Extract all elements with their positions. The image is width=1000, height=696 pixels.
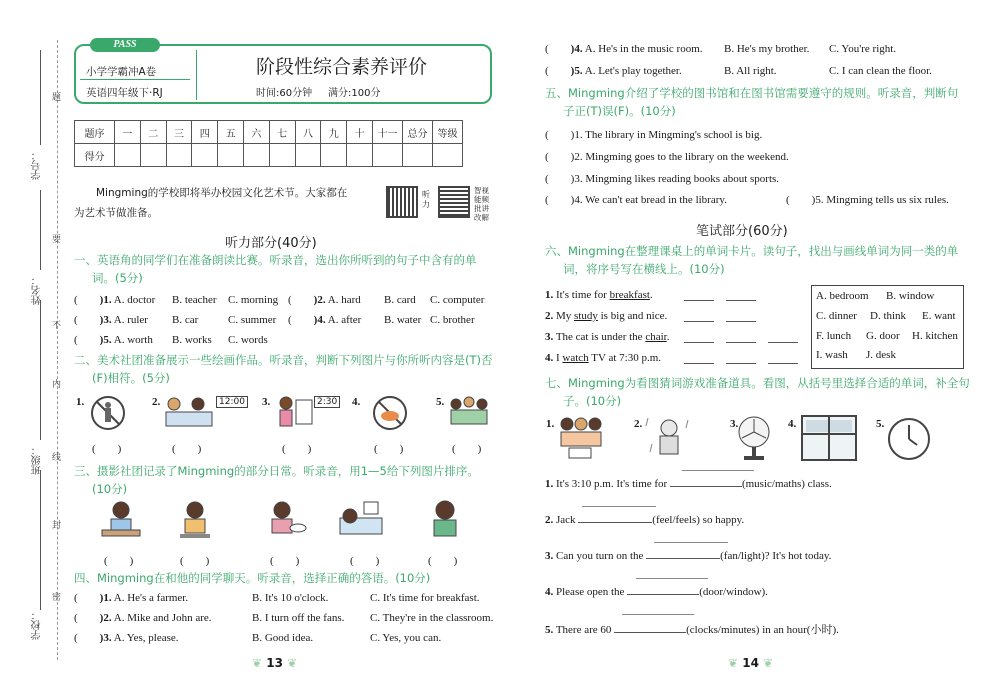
page-number-left: ❦ 13 ❦ — [252, 656, 298, 670]
section2-title: 二、美术社团准备展示一些绘画作品。听录音，判断下列图片与你所听内容是(T)否 — [74, 353, 493, 367]
s5-item: ( )4. We can't eat bread in the library. — [545, 194, 727, 206]
girl-painting-icon — [272, 394, 316, 432]
fan-icon — [734, 414, 774, 462]
s4-item: ( )5. A. Let's play together. — [545, 65, 682, 77]
subject-label: 英语四年级下·RJ — [86, 87, 163, 99]
word-options-box: A. bedroom B. window C. dinner D. think E. want F. lunch G. door H. kitchen I. wash J. desk — [811, 285, 964, 369]
id-label: 学号： — [32, 150, 43, 180]
s7-item: 2. Jack (feel/feels) so happy. — [545, 514, 745, 526]
s6-item: 4. I watch TV at 7:30 p.m. — [545, 352, 662, 364]
cut-line — [57, 40, 58, 660]
boy-sleeping-icon — [336, 498, 386, 542]
s4-item: ( )3. A. Yes, please. — [74, 632, 179, 644]
page-number-right: ❦ 14 ❦ — [728, 656, 774, 670]
s1-item: ( )2. A. hard — [288, 294, 361, 306]
answer-blank[interactable] — [726, 363, 756, 364]
writing-heading: 笔试部分(60分) — [696, 224, 788, 239]
s5-item: ( )5. Mingming tells us six rules. — [786, 194, 949, 206]
section3-title: 三、摄影社团记录了Mingming的部分日常。听录音，用1—5给下列图片排序。 — [74, 464, 479, 478]
s6-item: 1. It's time for breakfast. — [545, 289, 653, 301]
intro-text: Mingming的学校即将举办校园文化艺术节。大家都在 — [96, 187, 348, 199]
qr-code-video-icon[interactable] — [438, 186, 470, 218]
answer-blank[interactable] — [726, 342, 756, 343]
s6-item: 2. My study is big and nice. — [545, 310, 668, 322]
time-limit: 时间:60分钟 — [256, 88, 313, 99]
s7-item: 5. There are 60 (clocks/minutes) in an hour(小时). — [545, 624, 839, 636]
answer-blank[interactable] — [684, 300, 714, 301]
boy-at-desk-icon — [98, 498, 144, 542]
page-title: 阶段性综合素养评价 — [256, 56, 428, 78]
s7-item: 3. Can you turn on the (fan/light)? It's hot today. — [545, 550, 832, 562]
answer-blank[interactable] — [726, 321, 756, 322]
clock-icon — [886, 416, 932, 462]
section5-title: 五、Mingming介绍了学校的图书馆和在图书馆需要遵守的规则。听录音，判断句 — [545, 86, 959, 100]
score-table: 题序 一 二 三 四 五 六 七 八 九 十 十一 总分 等级 得分 — [74, 120, 463, 167]
clock-label: 2:30 — [314, 396, 340, 408]
s1-item: ( )5. A. worth — [74, 334, 153, 346]
answer-blank[interactable] — [726, 300, 756, 301]
answer-blank[interactable] — [684, 363, 714, 364]
boy-eating-icon — [262, 498, 308, 542]
brand-logo: PASS — [90, 38, 160, 52]
full-score: 满分:100分 — [328, 88, 381, 99]
boy-brushing-icon — [422, 498, 468, 542]
section4-title: 四、Mingming在和他的同学聊天。听录音，选择正确的答语。(10分) — [74, 571, 431, 585]
answer-blank[interactable] — [684, 321, 714, 322]
exam-header — [74, 39, 492, 104]
s4-item: ( )1. A. He's a farmer. — [74, 592, 189, 604]
s6-item: 3. The cat is under the chair. — [545, 331, 670, 343]
no-eating-icon — [370, 394, 410, 432]
s5-item: ( )1. The library in Mingming's school is big. — [545, 129, 763, 141]
section6-title: 六、Mingming在整理课桌上的单词卡片。读句子，找出与画线单词为同一类的单 — [545, 244, 959, 258]
s1-item: ( )3. A. ruler — [74, 314, 148, 326]
answer-blank[interactable] — [684, 342, 714, 343]
listening-heading: 听力部分(40分) — [225, 236, 317, 251]
s4-item: ( )2. A. Mike and John are. — [74, 612, 212, 624]
school-label: 学校： — [32, 610, 43, 640]
s1-item: ( )4. A. after — [288, 314, 362, 326]
class-label: 班级： — [32, 445, 43, 475]
music-class-icon — [555, 414, 605, 462]
s4-item: ( )4. A. He's in the music room. — [545, 43, 703, 55]
section1-title: 一、英语角的同学们在准备朗读比赛。听录音，选出你所听到的句子中含有的单 — [74, 253, 477, 267]
kids-writing-icon — [162, 394, 216, 432]
answer-blank[interactable] — [768, 342, 798, 343]
name-label: 姓名： — [32, 275, 43, 305]
s7-item: 1. It's 3:10 p.m. It's time for (music/maths) class. — [545, 478, 832, 490]
s5-item: ( )3. Mingming likes reading books about sports. — [545, 173, 780, 185]
window-icon — [800, 414, 858, 462]
no-smoking-icon — [88, 394, 128, 432]
kids-playing-icon — [446, 394, 492, 432]
qr-code-listening-icon[interactable] — [386, 186, 418, 218]
series-name: 小学学霸冲A卷 — [86, 66, 157, 78]
s7-item: 4. Please open the (door/window). — [545, 586, 768, 598]
boy-in-rain-icon — [644, 414, 694, 462]
s1-item: ( )1. A. doctor — [74, 294, 156, 306]
answer-blank[interactable] — [768, 363, 798, 364]
boy-reading-icon — [172, 498, 218, 542]
clock-label: 12:00 — [216, 396, 248, 408]
section7-title: 七、Mingming为看图猜词游戏准备道具。看图，从括号里选择合适的单词，补全句 — [545, 376, 970, 390]
s5-item: ( )2. Mingming goes to the library on the weekend. — [545, 151, 789, 163]
